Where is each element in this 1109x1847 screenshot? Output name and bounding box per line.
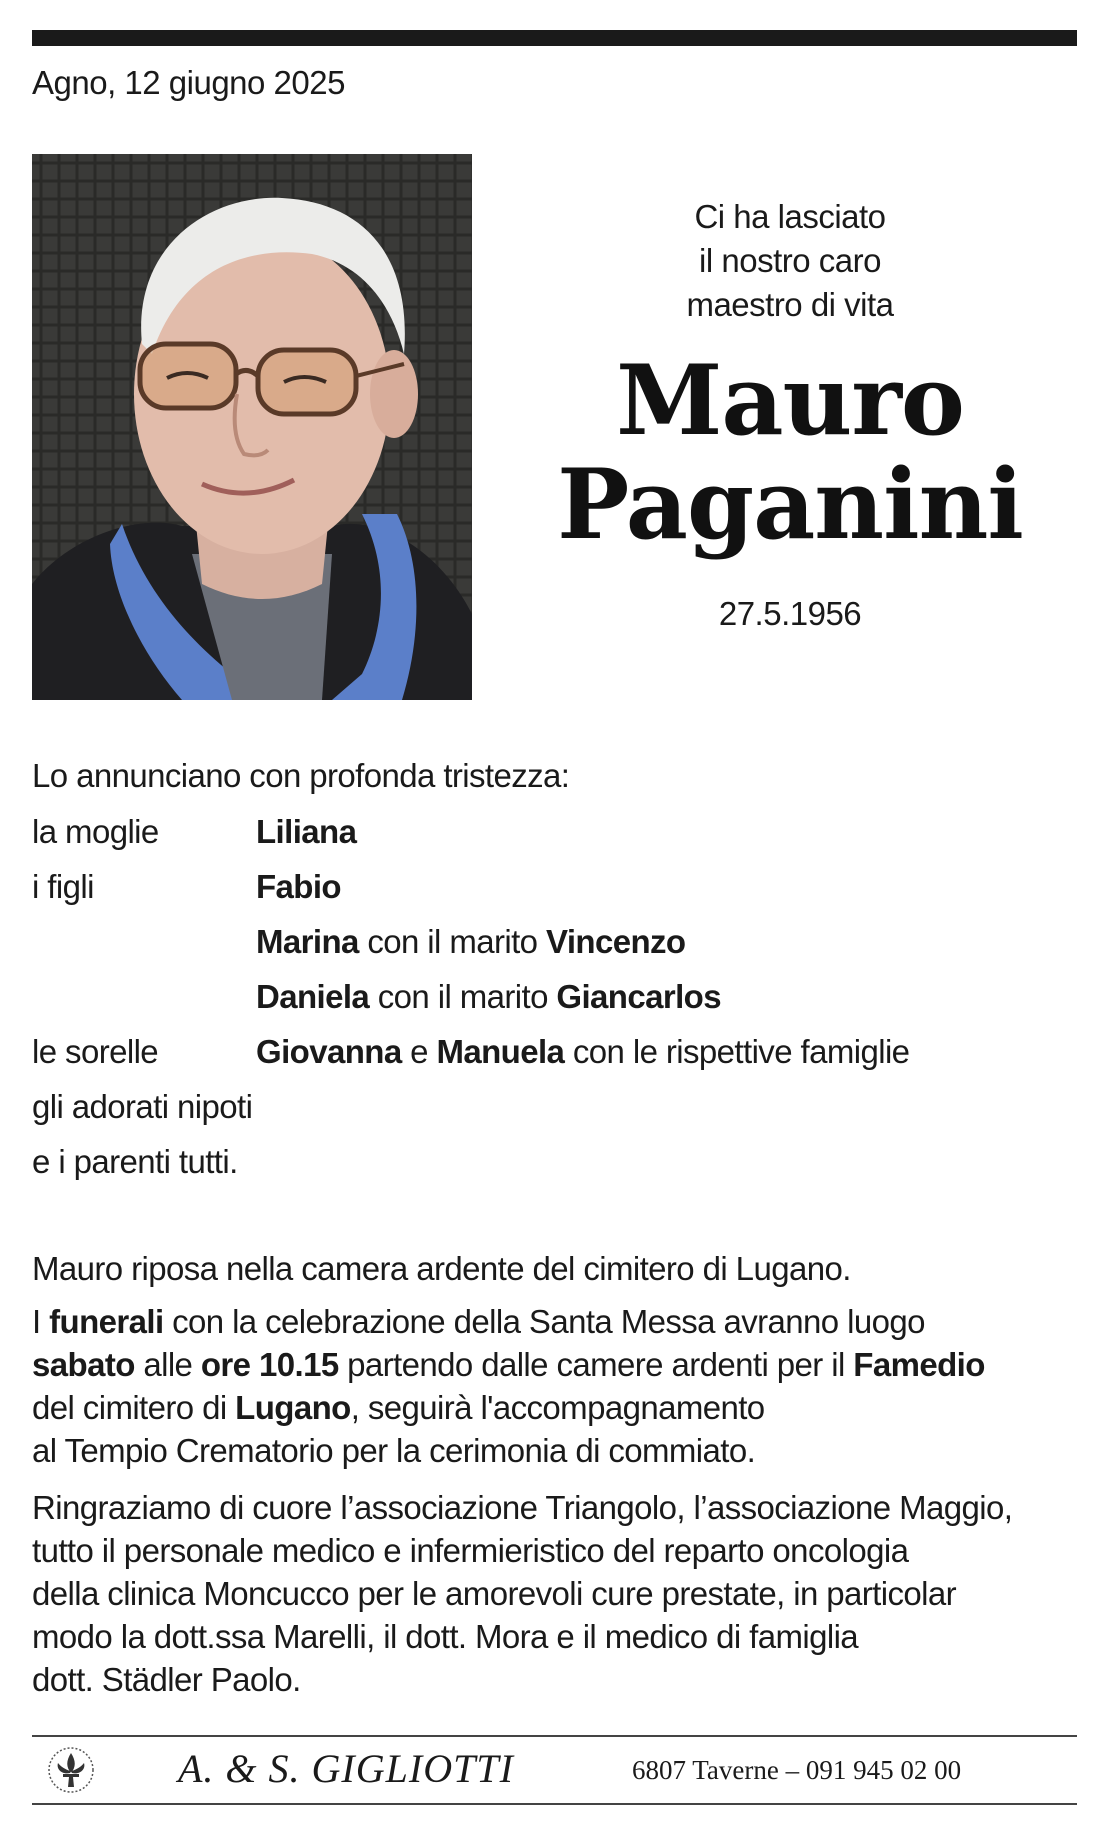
company-name: A. & S. GIGLIOTTI — [178, 1746, 514, 1791]
thanks-line: dott. Städler Paolo. — [32, 1661, 301, 1698]
relation-row-child-3 — [32, 969, 1077, 1024]
funeral-bold: ore 10.15 — [200, 1346, 339, 1383]
funeral-text: con la celebrazione della Santa Messa avranno luogo — [163, 1303, 925, 1340]
deceased-first-name: Mauro — [616, 344, 964, 457]
intro-line-3: maestro di vita — [686, 286, 894, 323]
grandchildren-text: gli adorati nipoti — [32, 1088, 253, 1125]
relation-label-empty — [32, 914, 256, 969]
fleur-de-lis-icon — [46, 1745, 96, 1795]
top-rule — [32, 30, 1077, 46]
funeral-line-1 — [32, 1303, 925, 1340]
relation-names — [256, 914, 685, 969]
funeral-text: , seguirà l'accompagnamento — [350, 1389, 765, 1426]
relation-row-child-2 — [32, 914, 1077, 969]
relation-names — [256, 859, 341, 914]
thanks-line: modo la dott.ssa Marelli, il dott. Mora e il medico di famiglia — [32, 1618, 859, 1655]
place-date: Agno, 12 giugno 2025 — [32, 64, 345, 101]
relation-connector: con il marito — [358, 923, 546, 960]
funeral-line-4: al Tempio Crematorio per la cerimonia di commiato. — [32, 1432, 756, 1469]
intro-line-1: Ci ha lasciato — [694, 198, 886, 235]
relation-label-empty — [32, 969, 256, 1024]
intro-block — [520, 195, 1060, 633]
relation-row-grandchildren — [32, 1079, 1077, 1134]
relative-name: Marina — [256, 923, 359, 960]
relative-name: Daniela — [256, 978, 370, 1015]
relation-row-sisters — [32, 1024, 1077, 1079]
relation-label: i figli — [32, 868, 94, 905]
relative-name: Giovanna — [256, 1033, 402, 1070]
intro-line-2: il nostro caro — [699, 242, 881, 279]
announcement-lead: Lo annunciano con profonda tristezza: — [32, 757, 570, 794]
relative-name: Manuela — [436, 1033, 565, 1070]
funeral-bold: Famedio — [853, 1346, 985, 1383]
relative-name: Vincenzo — [546, 923, 686, 960]
thanks-line: tutto il personale medico e infermieristico del reparto oncologia — [32, 1532, 909, 1569]
company-contact: 6807 Taverne – 091 945 02 00 — [632, 1755, 962, 1785]
relation-suffix: con le rispettive famiglie — [564, 1033, 910, 1070]
family-announcement — [32, 748, 1077, 1189]
relation-row-relatives — [32, 1134, 1077, 1189]
portrait-photo — [32, 154, 472, 700]
relative-name: Liliana — [256, 813, 357, 850]
funeral-bold: funerali — [49, 1303, 164, 1340]
relative-name: Fabio — [256, 868, 341, 905]
relative-name: Giancarlos — [556, 978, 721, 1015]
thanks-line: della clinica Moncucco per le amorevoli cure prestate, in particolar — [32, 1575, 956, 1612]
relation-label: le sorelle — [32, 1033, 159, 1070]
relation-connector: e — [401, 1033, 437, 1070]
thanks-paragraph — [32, 1486, 1077, 1701]
funeral-bold: sabato — [32, 1346, 135, 1383]
funeral-paragraph — [32, 1300, 1077, 1472]
thanks-line: Ringraziamo di cuore l’associazione Triangolo, l’associazione Maggio, — [32, 1489, 1013, 1526]
relation-names — [256, 804, 356, 859]
funeral-text: partendo dalle camere ardenti per il — [338, 1346, 854, 1383]
funeral-text: del cimitero di — [32, 1389, 236, 1426]
funeral-line-2 — [32, 1346, 985, 1383]
relation-row-children — [32, 859, 1077, 914]
deceased-last-name: Paganini — [557, 448, 1023, 561]
relation-connector: con il marito — [369, 978, 557, 1015]
viewing-paragraph: Mauro riposa nella camera ardente del cimitero di Lugano. — [32, 1250, 851, 1287]
funeral-text: alle — [134, 1346, 201, 1383]
relation-names — [256, 969, 721, 1024]
birth-date: 27.5.1956 — [718, 595, 862, 632]
funeral-bold: Lugano — [235, 1389, 351, 1426]
funeral-line-3 — [32, 1389, 765, 1426]
relation-label: la moglie — [32, 813, 159, 850]
funeral-home-footer — [32, 1735, 1077, 1805]
relation-names — [256, 1024, 909, 1079]
relation-row-wife — [32, 804, 1077, 859]
funeral-text: I — [32, 1303, 50, 1340]
relatives-text: e i parenti tutti. — [32, 1143, 238, 1180]
